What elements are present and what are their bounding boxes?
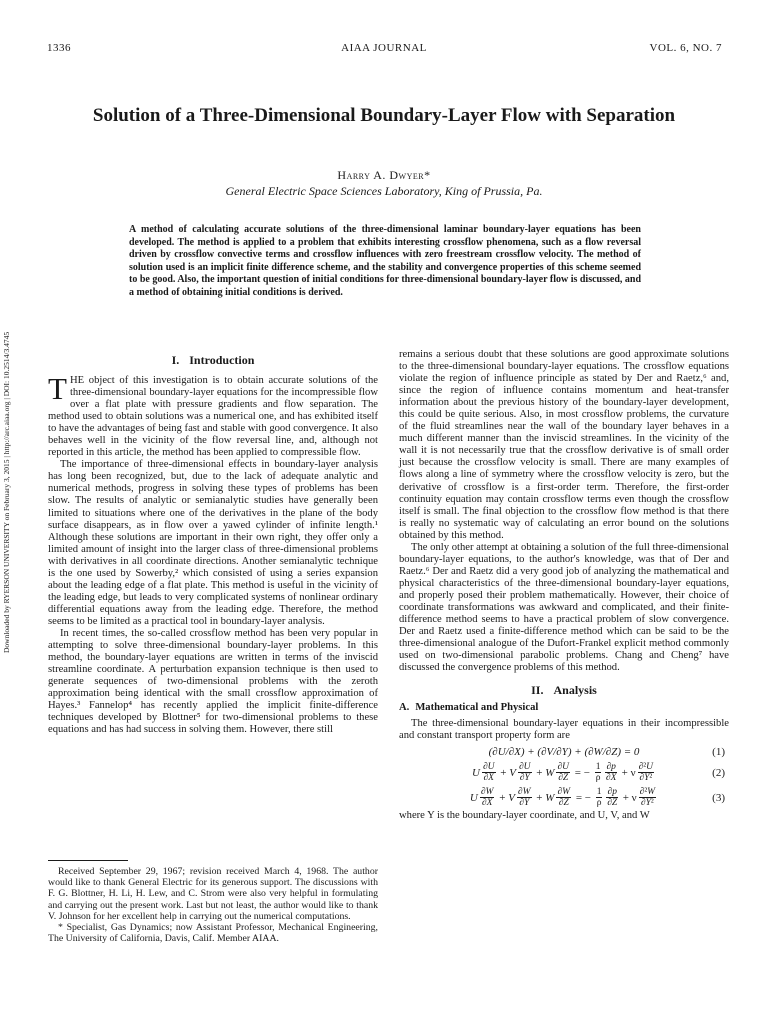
- section-number: I.: [171, 353, 180, 367]
- paragraph: In recent times, the so-called crossflow method has been very popular in attempting to solve three-dimensional boundary-layer problems. In this method, the boundary-layer equations are written in terms of the inviscid streamline coordinate. A perturbation expansion technique is then used to generate sequences of two-dimensional problems with the zeroth approximation being identical with the small crossflow approximation of Hayes.³ Fannelop⁴ has recently applied the implicit finite-difference techniques developed by Blottner⁵ for two-dimensional problems to these equations and has had success in solving them. However, there still: [48, 627, 378, 736]
- subsection-title: Mathematical and Physical: [415, 702, 539, 714]
- left-column: [48, 352, 378, 736]
- paragraph: where Y is the boundary-layer coordinate, and U, V, and W: [399, 810, 650, 822]
- subsection-number: A.: [399, 702, 410, 714]
- right-column: [399, 349, 729, 822]
- paragraph-text: HE object of this investigation is to obtain accurate solutions of the three-dimensional boundary-layer equations for the incompressible flow over a flat plate with pressure gradients and flow separation. The method used to obtain solutions was a numerical one, and has exhibited itself to have the advantages of being fast and stable with good convergence. It also behaves well in the vicinity of the flow reversal line, and, although not reported in this article, the method has been applied to compressible flow.: [48, 375, 378, 459]
- footnotes: [48, 866, 378, 944]
- author-affiliation: General Electric Space Sciences Laboratory, King of Prussia, Pa.: [225, 184, 543, 198]
- equation-label: (2): [712, 766, 725, 779]
- section-title: Introduction: [189, 353, 255, 367]
- section-title: Analysis: [553, 683, 597, 698]
- drop-cap: T: [48, 371, 67, 406]
- equation-x-momentum: U $\frac{\partial U}{\partial X}$ + V $\frac{\partial U}{\partial Y}$ + W $\frac{\partial U}{\partial Z}$ = − $\frac{1}{\rho}$ $\frac{\partial p}{\partial X}$ + ν $\frac{\text{∂²U}}{\text{∂Y²}}$ (2): [471, 762, 725, 784]
- section-heading-analysis: [399, 682, 729, 698]
- equation-z-momentum: U $\frac{\partial W}{\partial X}$ + V $\frac{\partial W}{\partial Y}$ + W $\frac{\partial W}{\partial Z}$ = − $\frac{1}{\rho}$ $\frac{\partial p}{\partial Z}$ + ν $\frac{\text{∂²W}}{\text{∂Y²}}$ (3): [469, 787, 725, 809]
- paragraph: remains a serious doubt that these solutions are good approximate solutions to the three-dimensional boundary-layer equations. The crossflow equations violate the region of influence principle as stated by Der and Raetz,⁶ and, since the region of influence contains momentum and heat-transfer information about the previous history of the boundary-layer development, this could be quite serious. Also, in most crossflow problems, the curvature of the fluid streamlines near the wall of the boundary layer behaves in a much different manner than the inviscid streamlines. In the vicinity of the wall it is not necessarily true that the crossflow derivative is of small order just because the crossflow velocity is small. There are many examples of flows along a line of symmetry where the crossflow velocity is zero, but the derivative of crossflow is a first-order term. Therefore, the first-order continuity equation may contain crossflow terms even though the crossflow itself is small. The final objection to the crossflow flow method is that there is really no systematic way of calculating an error bound on the solutions obtained by this method.: [399, 349, 729, 541]
- footnote-received: Received September 29, 1967; revision received March 4, 1968. The author would like to thank General Electric for its generous support. The discussions with F. G. Blottner, H. Li, H. Lew, and C. Strom were also very helpful in formulating and carrying out the present work. Last but not least, the author would like to thank V. Johnson for her excellent help in carrying out the numerical computations.: [48, 866, 378, 922]
- paragraph: The importance of three-dimensional effects in boundary-layer analysis has long been recognized, but, due to the lack of adequate analytic and numerical methods, progress in solving these types of problems has been slow. The results of analytic or semianalytic studies have generally been limited to situations where one of the derivatives in the plane of the body surface disappears, as in flow over a yawed cylinder of infinite length.¹ Although these solutions are important in their own right, they offer only a limited amount of insight into the larger class of three-dimensional problems with derivatives in all coordinate directions. Another semianalytic technique is the one used by Sowerby,² which consisted of using a series expansion about the leading edge of a flat plate. This method is useful in the vicinity of the leading edge, but leads to very complicated systems of nonlinear ordinary differential equations away from the leading edge. Therefore, the method seems to be limited as a practical tool in boundary-layer analysis.: [48, 459, 378, 627]
- subsection-heading: [399, 702, 729, 713]
- author-name: Harry A. Dwyer*: [337, 168, 431, 182]
- journal-name: AIAA JOURNAL: [341, 42, 427, 54]
- equation-body: (∂U/∂X) + (∂V/∂Y) + (∂W/∂Z) = 0: [488, 746, 640, 759]
- paragraph: The three-dimensional boundary-layer equations in their incompressible and constant transport property form are: [399, 718, 729, 742]
- paper-title: Solution of a Three-Dimensional Boundary-Layer Flow with Separation: [92, 105, 676, 126]
- paragraph: The only other attempt at obtaining a solution of the full three-dimensional boundary-layer equations, to the author's knowledge, was that of Der and Raetz.⁶ Der and Raetz did a very good job of analyzing the mathematical and physical characteristics of the three-dimensional boundary-layer equations, and properly posed their problem mathematically. However, their choice of coordinate transformations was awkward and complicated, and their finite-difference method seems to have a practical problem of slow convergence. Der and Raetz used a finite-difference method which can be said to be the three-dimensional analogue of the Dufort-Frankel explicit method commonly used on two-dimensional parabolic problems. Chang and Cheng⁷ have discussed the convergence problems of this method.: [399, 541, 729, 674]
- download-stamp: Downloaded by RYERSON UNIVERSITY on February 3, 2015 | http://arc.aiaa.org | DOI: 10.2514/3.4745: [2, 331, 11, 653]
- equation-label: (1): [712, 746, 725, 759]
- paragraph: [48, 371, 378, 459]
- section-heading-introduction: [48, 352, 378, 368]
- footnote-author: * Specialist, Gas Dynamics; now Assistant Professor, Mechanical Engineering, The University of California, Davis, Calif. Member AIAA.: [48, 922, 378, 945]
- section-number: II.: [531, 683, 544, 698]
- footnote-divider: [48, 860, 128, 861]
- volume-number: VOL. 6, NO. 7: [649, 42, 722, 54]
- equation-label: (3): [712, 791, 725, 804]
- equation-continuity: [399, 746, 729, 758]
- page-number: 1336: [47, 42, 71, 54]
- abstract: A method of calculating accurate solutions of the three-dimensional laminar boundary-layer equations has been developed. The method is applied to a problem that exhibits interesting crossflow phenomena, such as a flow reversal driven by crossflow convective terms and crossflow influences with zero freestream crossflow velocity. The method of solution used is an implicit finite difference scheme, and the stability and convergence properties of this scheme seemed to be good. Also, the important question of initial conditions for three-dimensional boundary-layer flow is discussed, and a method of obtaining initial conditions is derived.: [129, 224, 642, 298]
